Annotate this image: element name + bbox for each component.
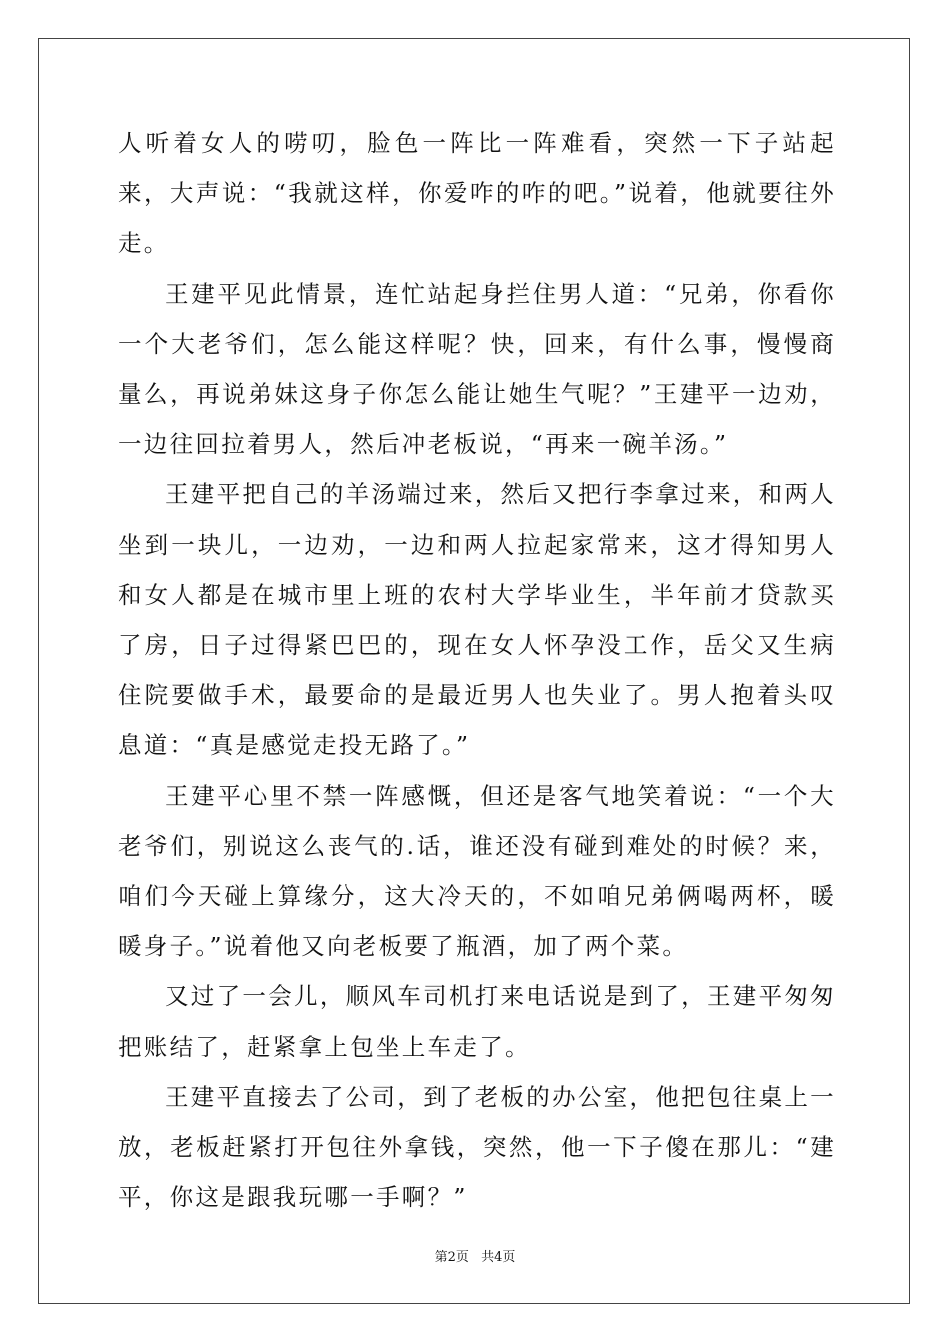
paragraph-5: 又过了一会儿，顺风车司机打来电话说是到了，王建平匆匆把账结了，赶紧拿上包坐上车走了。	[118, 982, 836, 1061]
paragraph-2: 王建平见此情景，连忙站起身拦住男人道：“兄弟，你看你一个大老爷们，怎么能这样呢？快，回来，有什么事，慢慢商量么，再说弟妹这身子你怎么能让她生气呢？”王建平一边劝，一边往回拉着男人，然后冲老板说，“再来一碗羊汤。”	[118, 279, 836, 459]
page-number: 第2页	[434, 1250, 469, 1265]
paragraph-6: 王建平直接去了公司，到了老板的办公室，他把包往桌上一放，老板赶紧打开包往外拿钱，突然，他一下子傻在那儿：“建平，你这是跟我玩哪一手啊？”	[118, 1082, 836, 1212]
page-footer	[0, 1246, 950, 1265]
total-pages: 共4页	[481, 1250, 516, 1265]
paragraph-3: 王建平把自己的羊汤端过来，然后又把行李拿过来，和两人坐到一块儿，一边劝，一边和两人拉起家常来，这才得知男人和女人都是在城市里上班的农村大学毕业生，半年前才贷款买了房，日子过得紧巴巴的，现在女人怀孕没工作，岳父又生病住院要做手术，最要命的是最近男人也失业了。男人抱着头叹息道：“真是感觉走投无路了。”	[118, 480, 836, 760]
paragraph-4: 王建平心里不禁一阵感慨，但还是客气地笑着说：“一个大老爷们，别说这么丧气的.话，谁还没有碰到难处的时候？来，咱们今天碰上算缘分，这大冷天的，不如咱兄弟俩喝两杯，暖暖身子。”说着他又向老板要了瓶酒，加了两个菜。	[118, 781, 836, 961]
document-body	[118, 118, 836, 1222]
paragraph-1: 人听着女人的唠叨，脸色一阵比一阵难看，突然一下子站起来，大声说：“我就这样，你爱咋的咋的吧。”说着，他就要往外走。	[118, 129, 836, 258]
